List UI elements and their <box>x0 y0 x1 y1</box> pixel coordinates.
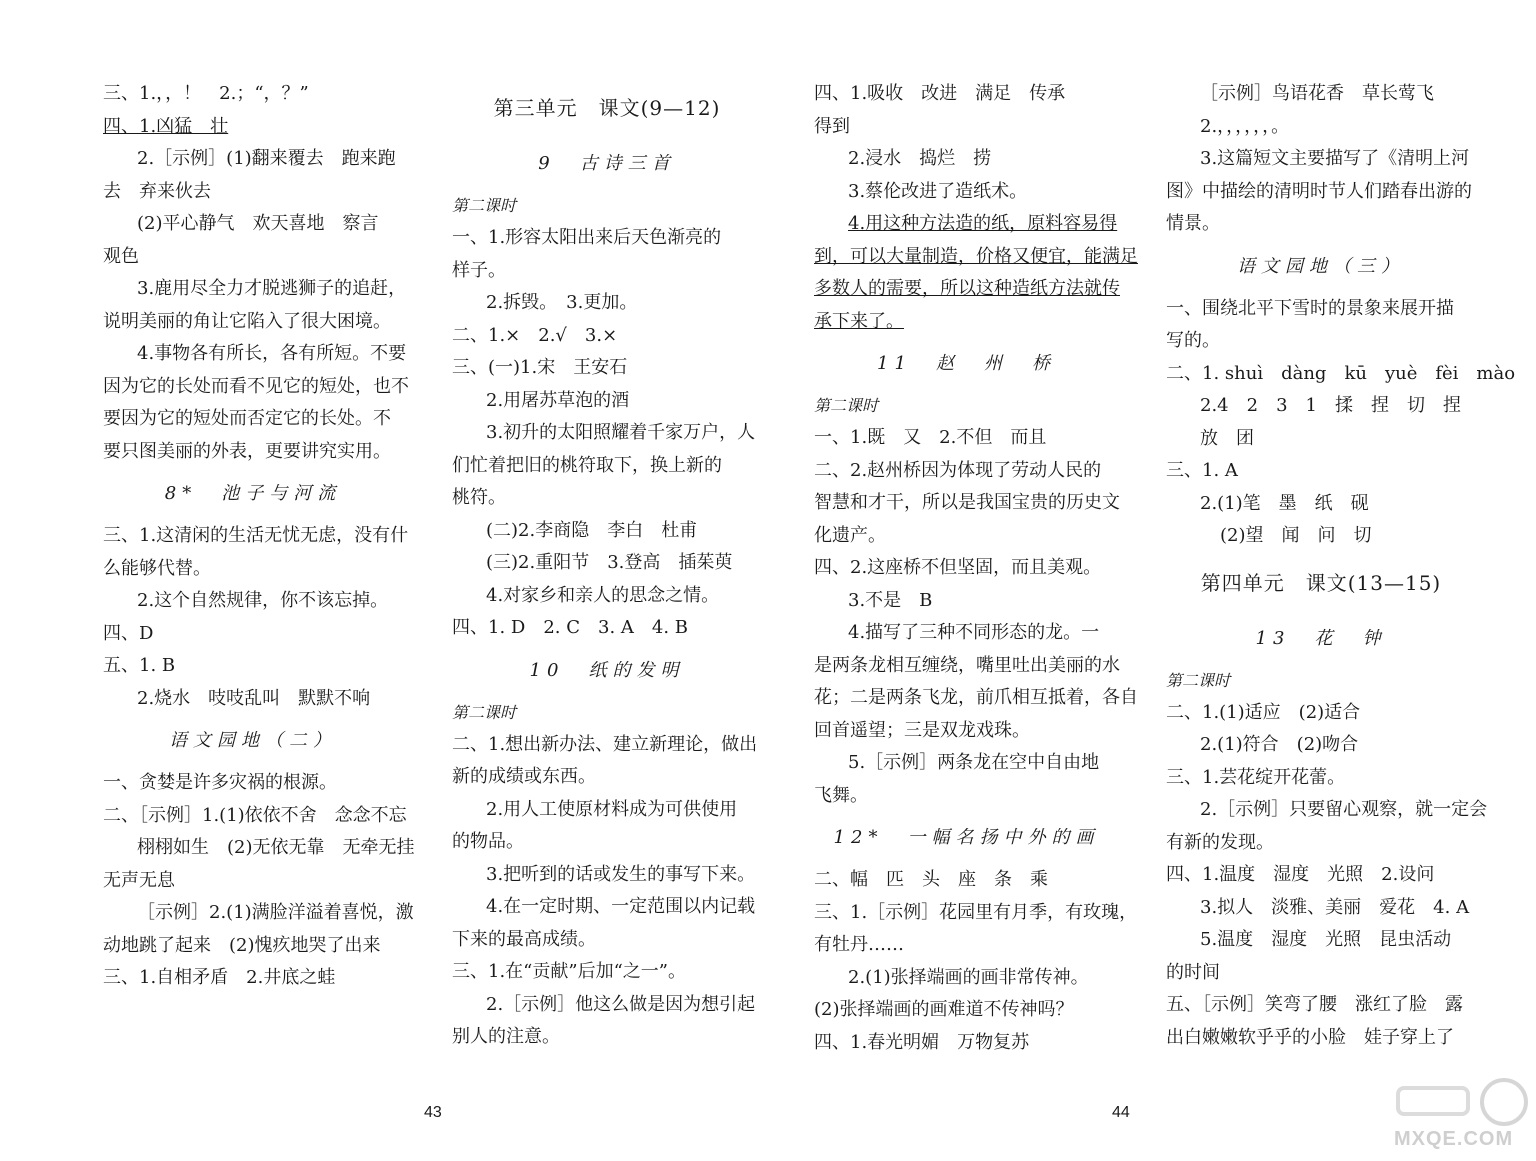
text-line: 2.［示例］只要留心观察，就一定会 <box>1200 799 1488 820</box>
text-line: 别人的注意。 <box>452 1026 560 1047</box>
text-line: 2.这个自然规律，你不该忘掉。 <box>137 590 389 611</box>
unit-heading: 第四单元 课文(13—15) <box>1200 570 1442 595</box>
underlined-answer: 承下来了。 <box>814 310 904 332</box>
text-line: 得到 <box>814 115 850 137</box>
page-number-left: 43 <box>424 1104 442 1121</box>
text-line: 一、1.形容太阳出来后天色渐亮的 <box>452 227 722 248</box>
text-line: 四、1.温度 湿度 光照 2.设问 <box>1166 864 1435 885</box>
text-line: 四、1.春光明媚 万物复苏 <box>814 1031 1030 1053</box>
text-line: 的物品。 <box>452 831 524 852</box>
text-line: 一、1.既 又 2.不但 而且 <box>814 427 1047 448</box>
lesson-heading: 10 纸的发明 <box>529 659 685 681</box>
text-line: 三、1.芸花绽开花蕾。 <box>1166 766 1346 788</box>
underlined-answer: 四、1.凶猛 壮 <box>103 115 229 137</box>
text-line: 观色 <box>103 245 139 267</box>
text-line: 3.把听到的话或发生的事写下来。 <box>486 863 756 885</box>
text-line: 二、1.× 2.√ 3.× <box>452 324 618 346</box>
text-line: 下来的最高成绩。 <box>452 928 596 950</box>
text-line: 三、(一)1.宋 王安石 <box>452 357 628 378</box>
text-line: 三、1.［示例］花园里有月季，有玫瑰， <box>814 901 1138 923</box>
text-line: 智慧和才干，所以是我国宝贵的历史文 <box>814 492 1120 513</box>
text-line: 要因为它的短处而否定它的长处。不 <box>103 408 391 429</box>
text-line: 3.拟人 淡雅、美丽 爱花 4. A <box>1200 896 1470 918</box>
text-line: 有牡丹…… <box>814 934 904 955</box>
text-line: 四、1. D 2. C 3. A 4. B <box>452 617 689 638</box>
text-line: 出白嫩嫩软乎乎的小脸 娃子穿上了 <box>1166 1026 1454 1048</box>
underlined-answer: 多数人的需要，所以这种造纸方法就传 <box>814 278 1120 299</box>
text-line: 一、贪婪是许多灾祸的根源。 <box>103 772 337 793</box>
text-line: 3.蔡伦改进了造纸术。 <box>848 180 1028 202</box>
column-2 <box>452 78 762 1054</box>
text-line: 5.［示例］两条龙在空中自由地 <box>848 752 1100 773</box>
text-line: 2.烧水 吱吱乱叫 默默不响 <box>137 687 371 709</box>
text-line: 2.(1)笔 墨 纸 砚 <box>1200 492 1369 514</box>
text-line: 三、1.这清闲的生活无忧无虑，没有什 <box>103 525 409 546</box>
column-3 <box>814 78 1138 1059</box>
text-line: 2.［示例］(1)翻来覆去 跑来跑 <box>137 148 396 169</box>
text-line: 桃符。 <box>452 487 506 508</box>
text-line: 2.，，，，，，。 <box>1200 115 1290 137</box>
watermark <box>1388 1074 1528 1154</box>
watermark-text: MXQE.COM <box>1394 1128 1514 1150</box>
text-line: 新的成绩或东西。 <box>452 766 596 787</box>
text-line: 一、围绕北平下雪时的景象来展开描 <box>1166 297 1454 319</box>
underlined-answer: 到，可以大量制造，价格又便宜，能满足 <box>814 245 1138 267</box>
text-line: 么能够代替。 <box>103 557 211 579</box>
text-line: 二、1.(1)适应 (2)适合 <box>1166 701 1361 723</box>
section-heading: 语文园地（三） <box>1237 255 1405 277</box>
text-line: 三、1. A <box>1166 460 1238 481</box>
text-line: 2.用屠苏草泡的酒 <box>486 389 630 411</box>
text-line: 五、［示例］笑弯了腰 涨红了脸 露 <box>1166 994 1463 1015</box>
text-line: 的时间 <box>1166 961 1220 983</box>
text-line: 2.浸水 捣烂 捞 <box>848 148 992 169</box>
column-1 <box>103 78 415 995</box>
text-line: 五、1. B <box>103 655 176 676</box>
text-line: 2.4 2 3 1 揉 捏 切 捏 <box>1200 395 1461 416</box>
text-line: 说明美丽的角让它陷入了很大困境。 <box>103 310 391 332</box>
text-line: 四、1.吸收 改进 满足 传承 <box>814 83 1066 104</box>
lesson-heading: 11 赵 州 桥 <box>877 353 1056 374</box>
subheading: 第二课时 <box>1166 670 1231 690</box>
text-line: 3.鹿用尽全力才脱逃狮子的追赶， <box>137 278 407 299</box>
text-line: 3.初升的太阳照耀着千家万户，人 <box>486 422 756 443</box>
text-line: 要只图美丽的外表，更要讲究实用。 <box>103 440 391 462</box>
text-line: 图》中描绘的清明时节人们踏春出游的 <box>1166 180 1472 202</box>
column-4 <box>1166 78 1516 1054</box>
page-number-right: 44 <box>1112 1104 1130 1121</box>
text-line: (2)望 闻 问 切 <box>1220 525 1372 546</box>
text-line: 三、1.自相矛盾 2.井底之蛙 <box>103 967 336 988</box>
text-line: 飞舞。 <box>814 784 868 806</box>
text-line: 四、D <box>103 622 154 644</box>
text-line: 2.拆毁。 3.更加。 <box>486 292 638 313</box>
watermark-logo-icon <box>1388 1074 1528 1130</box>
text-line: ［示例］鸟语花香 草长莺飞 <box>1200 83 1434 104</box>
text-line: 四、2.这座桥不但坚固，而且美观。 <box>814 557 1102 578</box>
text-line: 动地跳了起来 (2)愧疚地哭了出来 <box>103 934 381 956</box>
text-line: 写的。 <box>1166 330 1220 351</box>
text-line: 放 团 <box>1200 427 1254 449</box>
section-heading: 语文园地（二） <box>169 730 337 751</box>
text-line: 4.描写了三种不同形态的龙。一 <box>848 622 1100 643</box>
subheading: 第二课时 <box>452 196 517 215</box>
text-line: 花；二是两条飞龙，前爪相互抵着，各自 <box>814 687 1138 708</box>
text-line: 无声无息 <box>103 869 175 891</box>
text-line: 二、幅 匹 头 座 条 乘 <box>814 869 1048 890</box>
lesson-heading: 12* 一幅名扬中外的画 <box>833 827 1100 848</box>
subheading: 第二课时 <box>814 396 879 415</box>
text-line: 二、1. shuì dàng kū yuè fèi mào <box>1166 362 1516 384</box>
text-line: 栩栩如生 (2)无依无靠 无牵无挂 <box>137 837 415 858</box>
text-line: 有新的发现。 <box>1166 831 1274 853</box>
text-line: 回首遥望；三是双龙戏珠。 <box>814 719 1030 741</box>
text-line: 情景。 <box>1166 213 1220 234</box>
lesson-heading: 9 古诗三首 <box>538 153 676 174</box>
text-line: 3.不是 B <box>848 589 933 611</box>
text-line: (三)2.重阳节 3.登高 插茱萸 <box>486 552 733 573</box>
text-line: 三、1.，，！ 2.；“，？” <box>103 83 309 104</box>
text-line: 样子。 <box>452 259 506 281</box>
lesson-heading: 8* 池子与河流 <box>164 483 342 504</box>
text-line: 是两条龙相互缠绕，嘴里吐出美丽的水 <box>814 654 1120 676</box>
text-line: 二、1.想出新办法、建立新理论，做出 <box>452 733 758 755</box>
text-line: 三、1.在“贡献”后加“之一”。 <box>452 961 686 982</box>
text-line: 因为它的长处而看不见它的短处，也不 <box>103 375 409 397</box>
text-line: 2.(1)符合 (2)吻合 <box>1200 734 1359 755</box>
text-line: ［示例］2.(1)满脸洋溢着喜悦，激 <box>137 902 414 923</box>
subheading: 第二课时 <box>452 702 517 722</box>
text-line: 们忙着把旧的桃符取下，换上新的 <box>452 454 722 476</box>
underlined-answer: 4.用这种方法造的纸，原料容易得 <box>848 213 1118 234</box>
text-line: (2)张择端画的画难道不传神吗？ <box>814 999 1074 1020</box>
text-line: 2.(1)张择端画的画非常传神。 <box>848 966 1089 988</box>
text-line: 去 弃来伙去 <box>103 180 211 202</box>
text-line: 4.在一定时期、一定范围以内记载 <box>486 896 756 917</box>
text-line: 二、［示例］1.(1)依依不舍 念念不忘 <box>103 804 407 826</box>
text-line: 5.温度 湿度 光照 昆虫活动 <box>1200 929 1452 950</box>
text-line: (2)平心静气 欢天喜地 察言 <box>137 213 379 234</box>
text-line: 化遗产。 <box>814 524 886 546</box>
text-line: 2.用人工使原材料成为可供使用 <box>486 798 738 820</box>
unit-heading: 第三单元 课文(9—12) <box>493 96 721 120</box>
text-line: 4.对家乡和亲人的思念之情。 <box>486 584 720 606</box>
text-line: 4.事物各有所长，各有所短。不要 <box>137 343 407 364</box>
text-line: 3.这篇短文主要描写了《清明上河 <box>1200 148 1470 169</box>
text-line: (二)2.李商隐 李白 杜甫 <box>486 519 698 541</box>
text-line <box>103 111 403 144</box>
text-line: 2.［示例］他这么做是因为想引起 <box>486 993 756 1015</box>
text-line: 二、2.赵州桥因为体现了劳动人民的 <box>814 459 1102 481</box>
lesson-heading: 13 花 钟 <box>1255 627 1387 649</box>
